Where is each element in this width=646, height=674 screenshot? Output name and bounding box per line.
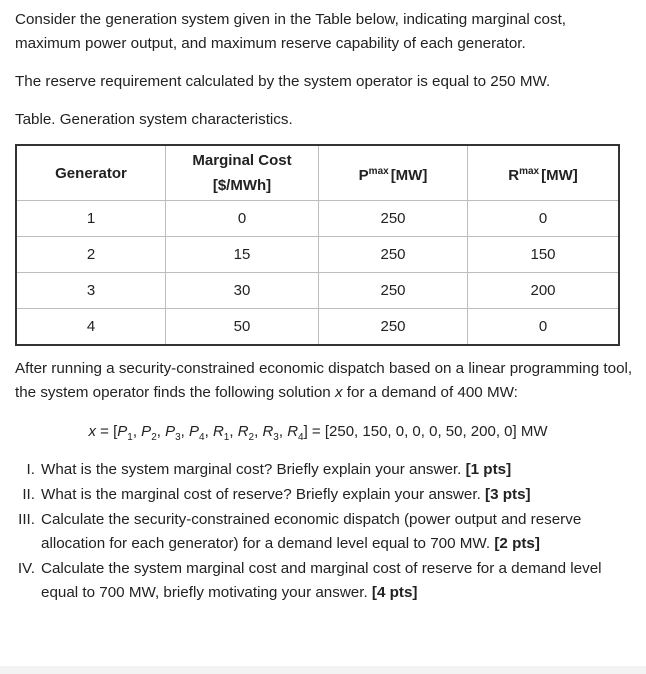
question-item bbox=[15, 508, 635, 556]
formula-term: R bbox=[262, 423, 274, 440]
formula-term: P bbox=[189, 423, 200, 440]
cell-marginal-cost: 15 bbox=[166, 237, 319, 273]
dispatch-text-before: After running a security-constrained economic dispatch based on a linear programming tool, the system operator finds the following solution bbox=[15, 360, 633, 401]
cell-marginal-cost: 30 bbox=[166, 273, 319, 309]
formula-term: P bbox=[117, 423, 128, 440]
page-bottom-strip bbox=[0, 666, 646, 674]
header-pmax-unit: [MW] bbox=[390, 166, 428, 184]
formula-term: P bbox=[141, 423, 152, 440]
question-item bbox=[15, 483, 635, 507]
formula-rhs: ] = [250, 150, 0, 0, 0, 50, 200, 0] MW bbox=[303, 423, 548, 440]
cell-pmax: 250 bbox=[319, 237, 468, 273]
table-row bbox=[16, 237, 619, 273]
question-text: What is the marginal cost of reserve? Briefly explain your answer. bbox=[41, 486, 486, 503]
dispatch-text-after: for a demand of 400 MW: bbox=[342, 384, 518, 401]
table-caption: Table. Generation system characteristics. bbox=[15, 111, 293, 128]
formula-term: R bbox=[212, 423, 224, 440]
formula-term: R bbox=[287, 423, 299, 440]
cell-generator: 2 bbox=[16, 237, 166, 273]
cell-rmax: 200 bbox=[468, 273, 620, 309]
header-rmax-symbol: R bbox=[508, 166, 520, 184]
header-pmax bbox=[319, 145, 468, 201]
cell-rmax: 150 bbox=[468, 237, 620, 273]
formula-sub: 2 bbox=[248, 432, 255, 443]
question-number: IV. bbox=[17, 560, 35, 577]
cell-rmax: 0 bbox=[468, 201, 620, 237]
solution-formula: $x = [P_1$, $P_2$, $P_3$, $P_4$, $R_1$, $R_2$, $R_3$, $R_4] = [250$, 150, 0, 0, 0, 50, 200, 0] MW bbox=[88, 423, 548, 443]
cell-generator: 3 bbox=[16, 273, 166, 309]
question-points: [2 pts] bbox=[494, 535, 540, 552]
cell-marginal-cost: 0 bbox=[166, 201, 319, 237]
header-rmax bbox=[468, 145, 620, 201]
formula-sub: 3 bbox=[175, 432, 181, 443]
cell-generator: 4 bbox=[16, 309, 166, 346]
intro-paragraph: Consider the generation system given in the Table below, indicating marginal cost, maximum power output, and maximum reserve capability of each generator. bbox=[15, 11, 567, 52]
formula-lhs: x bbox=[88, 423, 96, 440]
formula-sub: 4 bbox=[298, 432, 304, 443]
question-item bbox=[15, 557, 635, 605]
cell-marginal-cost: 50 bbox=[166, 309, 319, 346]
header-pmax-symbol: P bbox=[358, 166, 369, 184]
question-number: III. bbox=[18, 511, 35, 528]
header-marginal-cost-label: Marginal Cost bbox=[192, 152, 292, 169]
question-points: [1 pts] bbox=[465, 461, 512, 478]
cell-pmax: 250 bbox=[319, 201, 468, 237]
question-number: II. bbox=[22, 486, 35, 503]
formula-term: P bbox=[165, 423, 176, 440]
reserve-requirement: The reserve requirement calculated by the system operator is equal to 250 MW. bbox=[15, 73, 551, 90]
question-list bbox=[15, 458, 635, 605]
question-points: [4 pts] bbox=[371, 584, 418, 601]
generation-table bbox=[15, 144, 620, 346]
header-rmax-unit: [MW] bbox=[541, 166, 578, 184]
cell-pmax: 250 bbox=[319, 273, 468, 309]
dispatch-paragraph bbox=[15, 357, 635, 405]
question-points: [3 pts] bbox=[485, 486, 531, 503]
header-rmax-sup: max bbox=[519, 165, 540, 177]
cell-rmax: 0 bbox=[468, 309, 620, 346]
formula-sub: 4 bbox=[199, 432, 205, 443]
formula-eq: = [ bbox=[95, 423, 118, 440]
cell-pmax: 250 bbox=[319, 309, 468, 346]
header-marginal-cost bbox=[166, 145, 319, 201]
table-row bbox=[16, 201, 619, 237]
question-text: Calculate the system marginal cost and marginal cost of reserve for a demand level equal to 700 MW, briefly motivating your answer. bbox=[41, 560, 602, 601]
question-item bbox=[15, 458, 635, 482]
dispatch-variable: x bbox=[334, 384, 343, 401]
table-row bbox=[16, 273, 619, 309]
formula-sub: 3 bbox=[273, 432, 279, 443]
question-text: Calculate the security-constrained economic dispatch (power output and reserve allocation for each generator) for a demand level equal to 700 MW. bbox=[41, 511, 582, 552]
header-marginal-cost-unit: [$/MWh] bbox=[212, 177, 272, 194]
formula-sub: 1 bbox=[127, 432, 133, 443]
question-number: I. bbox=[26, 461, 35, 478]
table-row bbox=[16, 309, 619, 346]
table-header-row bbox=[16, 145, 619, 201]
document bbox=[15, 8, 635, 606]
formula-term: R bbox=[237, 423, 249, 440]
header-pmax-sup: max bbox=[368, 165, 389, 177]
formula-sub: 1 bbox=[223, 432, 230, 443]
header-generator: Generator bbox=[16, 145, 166, 201]
cell-generator: 1 bbox=[16, 201, 166, 237]
question-text: What is the system marginal cost? Briefly explain your answer. bbox=[41, 461, 466, 478]
formula-sub: 2 bbox=[151, 432, 157, 443]
